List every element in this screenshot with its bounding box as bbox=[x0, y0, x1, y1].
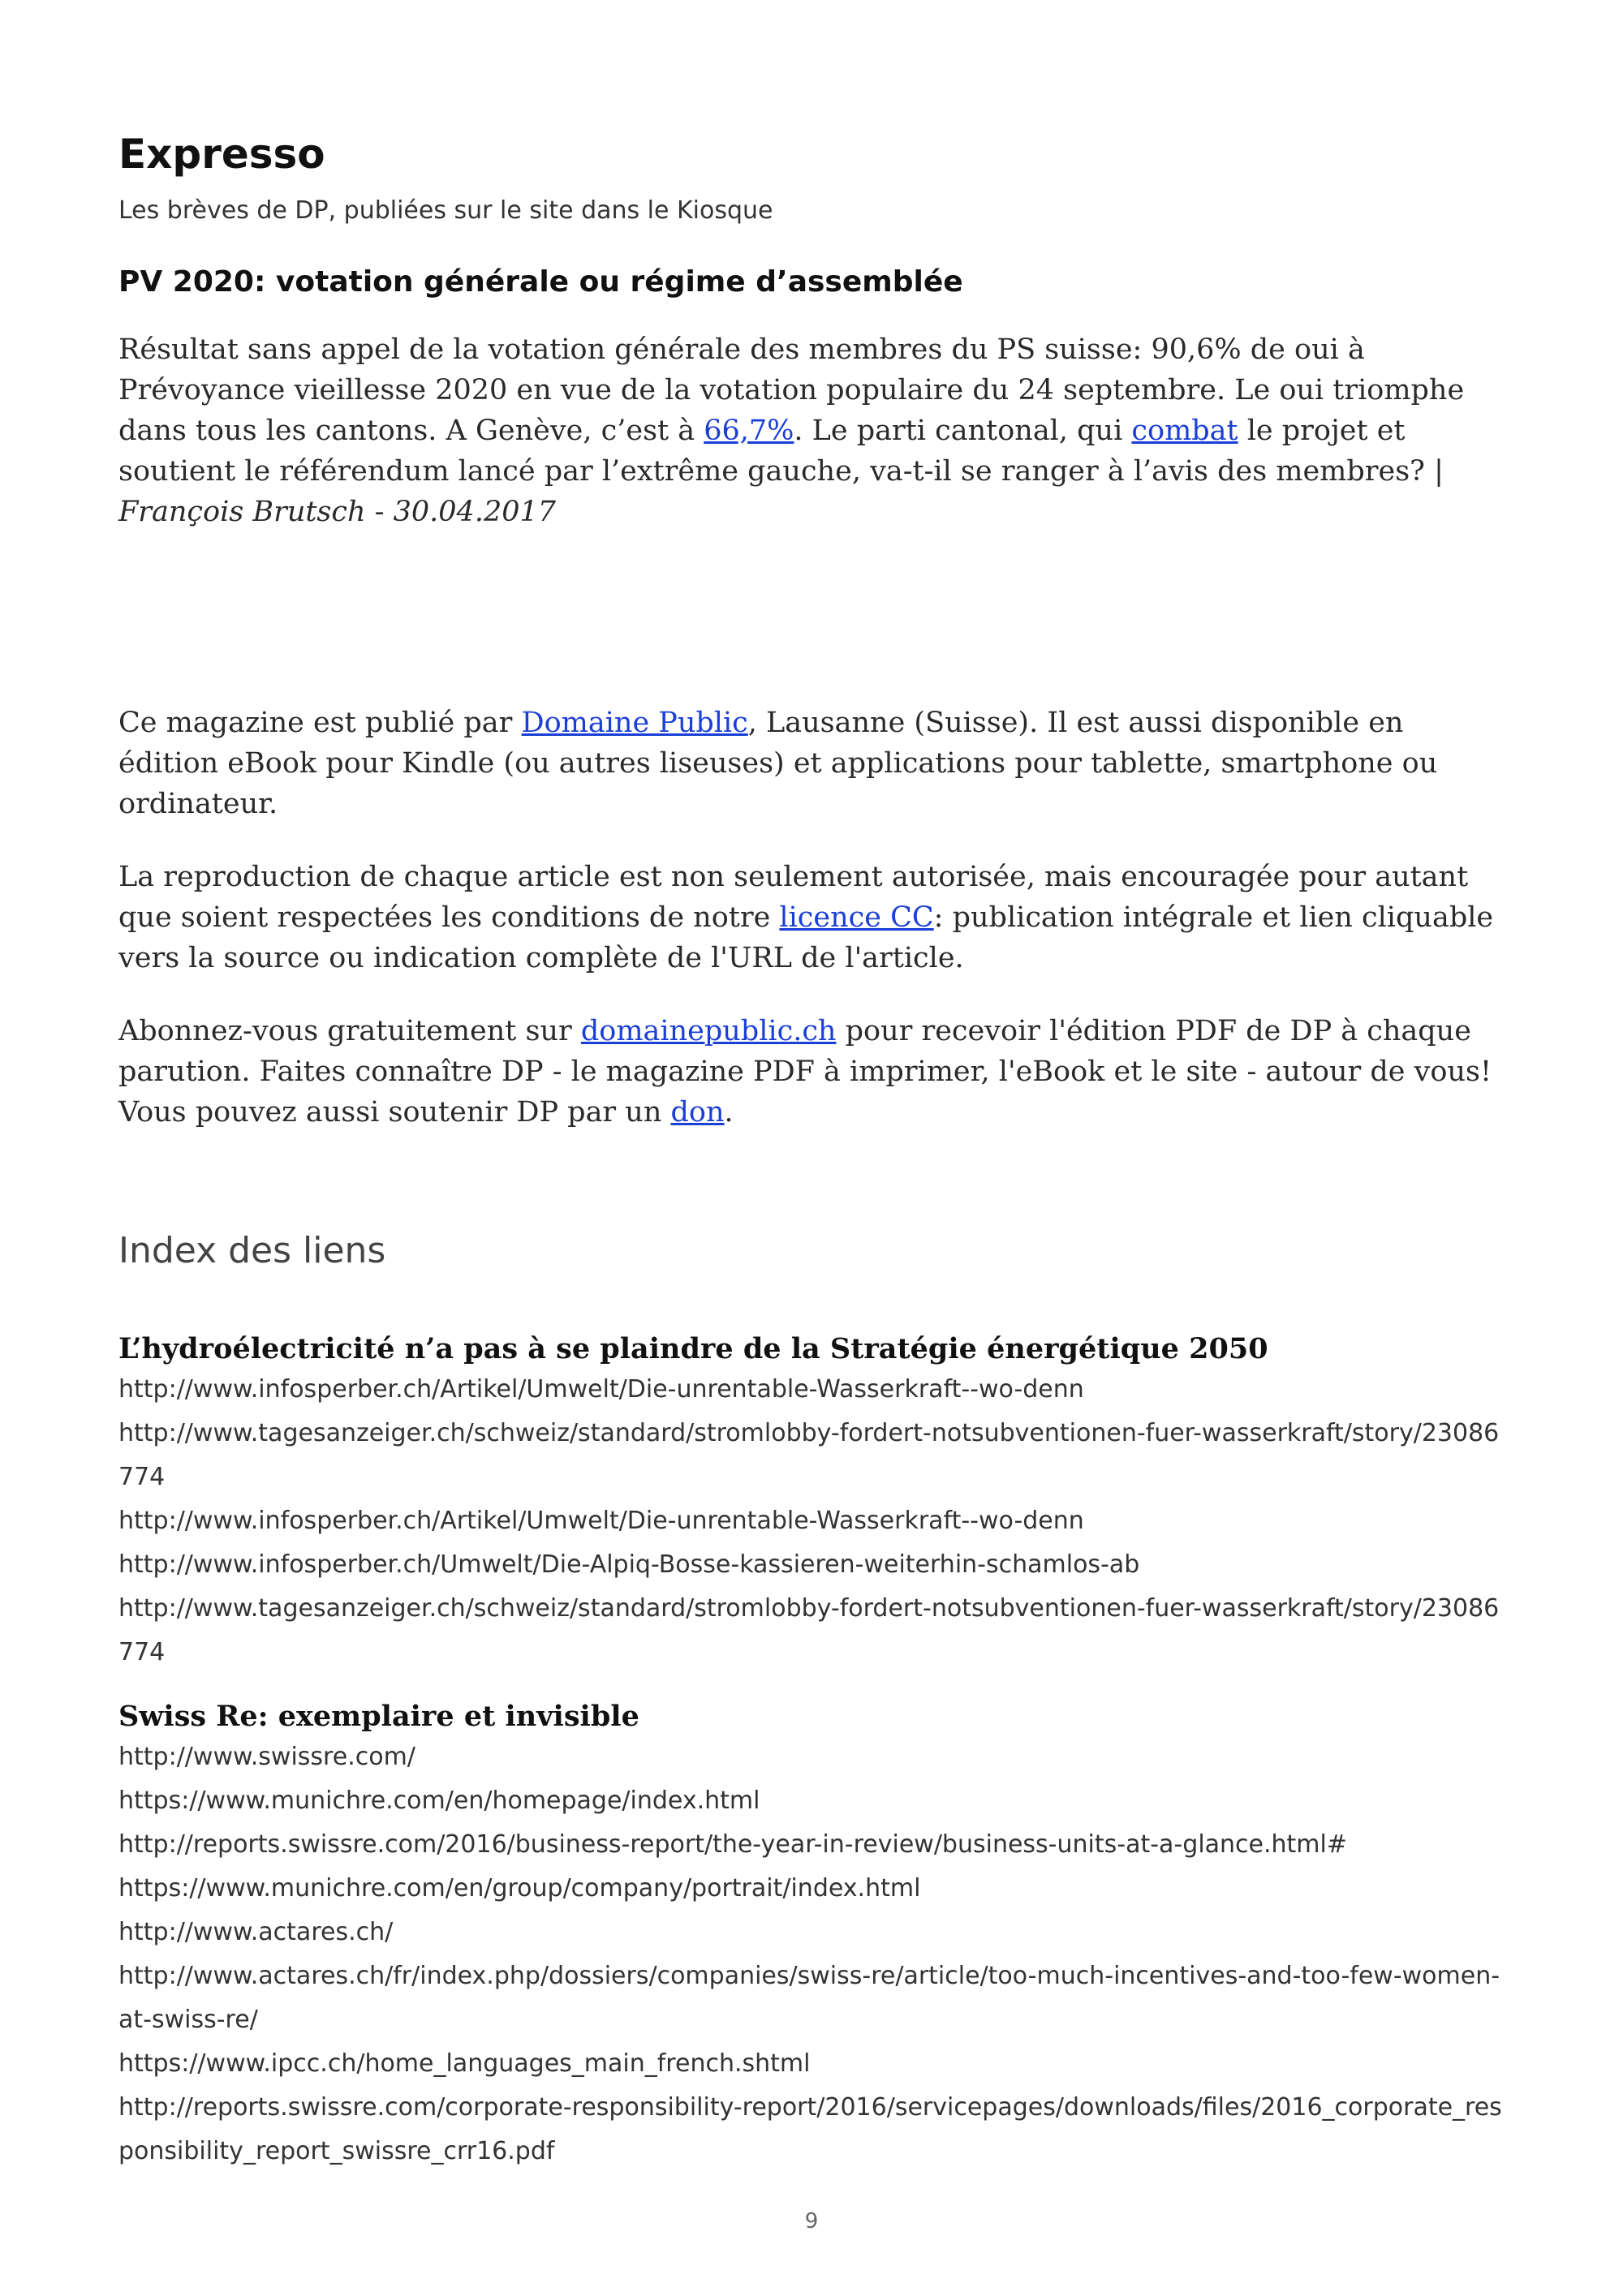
index-section bbox=[118, 1697, 1508, 2173]
index-url[interactable]: http://www.swissre.com/ bbox=[118, 1743, 415, 1772]
index-url[interactable]: http://www.tagesanzeiger.ch/schweiz/standard/stromlobby-fordert-notsubventionen-fuer-wasserkraft/story/23086774 bbox=[118, 1593, 1500, 1666]
license-paragraph: La reproduction de chaque article est non seulement autorisée, mais encouragée pour autant que soient respectées les conditions de notre licence CC: publication intégrale et lien cliquable vers la source ou indication complète de l'URL de l'article. bbox=[118, 860, 1494, 974]
link-combat[interactable]: combat bbox=[1131, 414, 1238, 447]
subscribe-paragraph: Abonnez-vous gratuitement sur domainepublic.ch pour recevoir l'édition PDF de DP à chaque parution. Faites connaître DP - le magazine PDF à imprimer, l'eBook et le site - autour de vous! Vous pouvez aussi soutenir DP par un don. bbox=[118, 1014, 1492, 1129]
index-url[interactable]: https://www.ipcc.ch/home_languages_main_french.shtml bbox=[118, 2049, 811, 2079]
link-66-7-percent[interactable]: 66,7% bbox=[704, 414, 794, 447]
index-section-title: L’hydroélectricité n’a pas à se plaindre de la Stratégie énergétique 2050 bbox=[118, 1331, 1268, 1365]
publisher-paragraph: Ce magazine est publié par Domaine Public, Lausanne (Suisse). Il est aussi disponible en édition eBook pour Kindle (ou autres liseuses) et applications pour tablette, smartphone ou ordinateur. bbox=[118, 706, 1438, 820]
index-url[interactable]: http://www.infosperber.ch/Artikel/Umwelt/Die-unrentable-Wasserkraft--wo-denn bbox=[118, 1506, 1084, 1535]
brief-body: Résultat sans appel de la votation générale des membres du PS suisse: 90,6% de oui à Prévoyance vieillesse 2020 en vue de la votation populaire du 24 septembre. Le oui triomphe dans tous les cantons. A Genève, c’est à 66,7%. Le parti cantonal, qui combat le projet et soutient le référendum lancé par l’extrême gauche, va-t-il se ranger à l’avis des membres? | François Brutsch - 30.04.2017 bbox=[118, 333, 1465, 528]
index-url[interactable]: http://www.actares.ch/ bbox=[118, 1918, 394, 1947]
page-number: 9 bbox=[804, 2209, 819, 2234]
publisher-notice bbox=[118, 703, 1508, 1133]
link-don[interactable]: don bbox=[670, 1095, 725, 1129]
page-content bbox=[118, 130, 1508, 2173]
index-url[interactable]: https://www.munichre.com/en/group/company/portrait/index.html bbox=[118, 1874, 921, 1903]
index-heading: Index des liens bbox=[118, 1229, 386, 1271]
brief-article bbox=[118, 264, 1508, 532]
brief-title: PV 2020: votation générale ou régime d’assemblée bbox=[118, 265, 963, 299]
index-url[interactable]: http://reports.swissre.com/corporate-responsibility-report/2016/servicepages/downloads/files/2016_corporate_responsibility_report_swissre_crr16.pdf bbox=[118, 2093, 1502, 2166]
brief-signature: François Brutsch - 30.04.2017 bbox=[118, 495, 557, 528]
link-licence-cc[interactable]: licence CC bbox=[779, 901, 934, 934]
index-section bbox=[118, 1330, 1508, 1675]
index-url[interactable]: http://www.actares.ch/fr/index.php/dossiers/companies/swiss-re/article/too-much-incentives-and-too-few-women-at-swiss-re/ bbox=[118, 1962, 1500, 2035]
link-domainepublic[interactable]: domainepublic.ch bbox=[580, 1014, 837, 1047]
index-url[interactable]: http://reports.swissre.com/2016/business-report/the-year-in-review/business-units-at-a-glance.html# bbox=[118, 1830, 1348, 1860]
page-subtitle: Les brèves de DP, publiées sur le site dans le Kiosque bbox=[118, 196, 773, 225]
index-section-title: Swiss Re: exemplaire et invisible bbox=[118, 1699, 639, 1733]
index-url[interactable]: https://www.munichre.com/en/homepage/index.html bbox=[118, 1786, 760, 1816]
page-title: Expresso bbox=[118, 131, 325, 178]
index-url[interactable]: http://www.infosperber.ch/Umwelt/Die-Alpiq-Bosse-kassieren-weiterhin-schamlos-ab bbox=[118, 1550, 1140, 1579]
index-url[interactable]: http://www.tagesanzeiger.ch/schweiz/standard/stromlobby-fordert-notsubventionen-fuer-wasserkraft/story/23086774 bbox=[118, 1418, 1500, 1491]
index-url[interactable]: http://www.infosperber.ch/Artikel/Umwelt/Die-unrentable-Wasserkraft--wo-denn bbox=[118, 1374, 1084, 1404]
link-domaine-public[interactable]: Domaine Public bbox=[521, 706, 748, 739]
